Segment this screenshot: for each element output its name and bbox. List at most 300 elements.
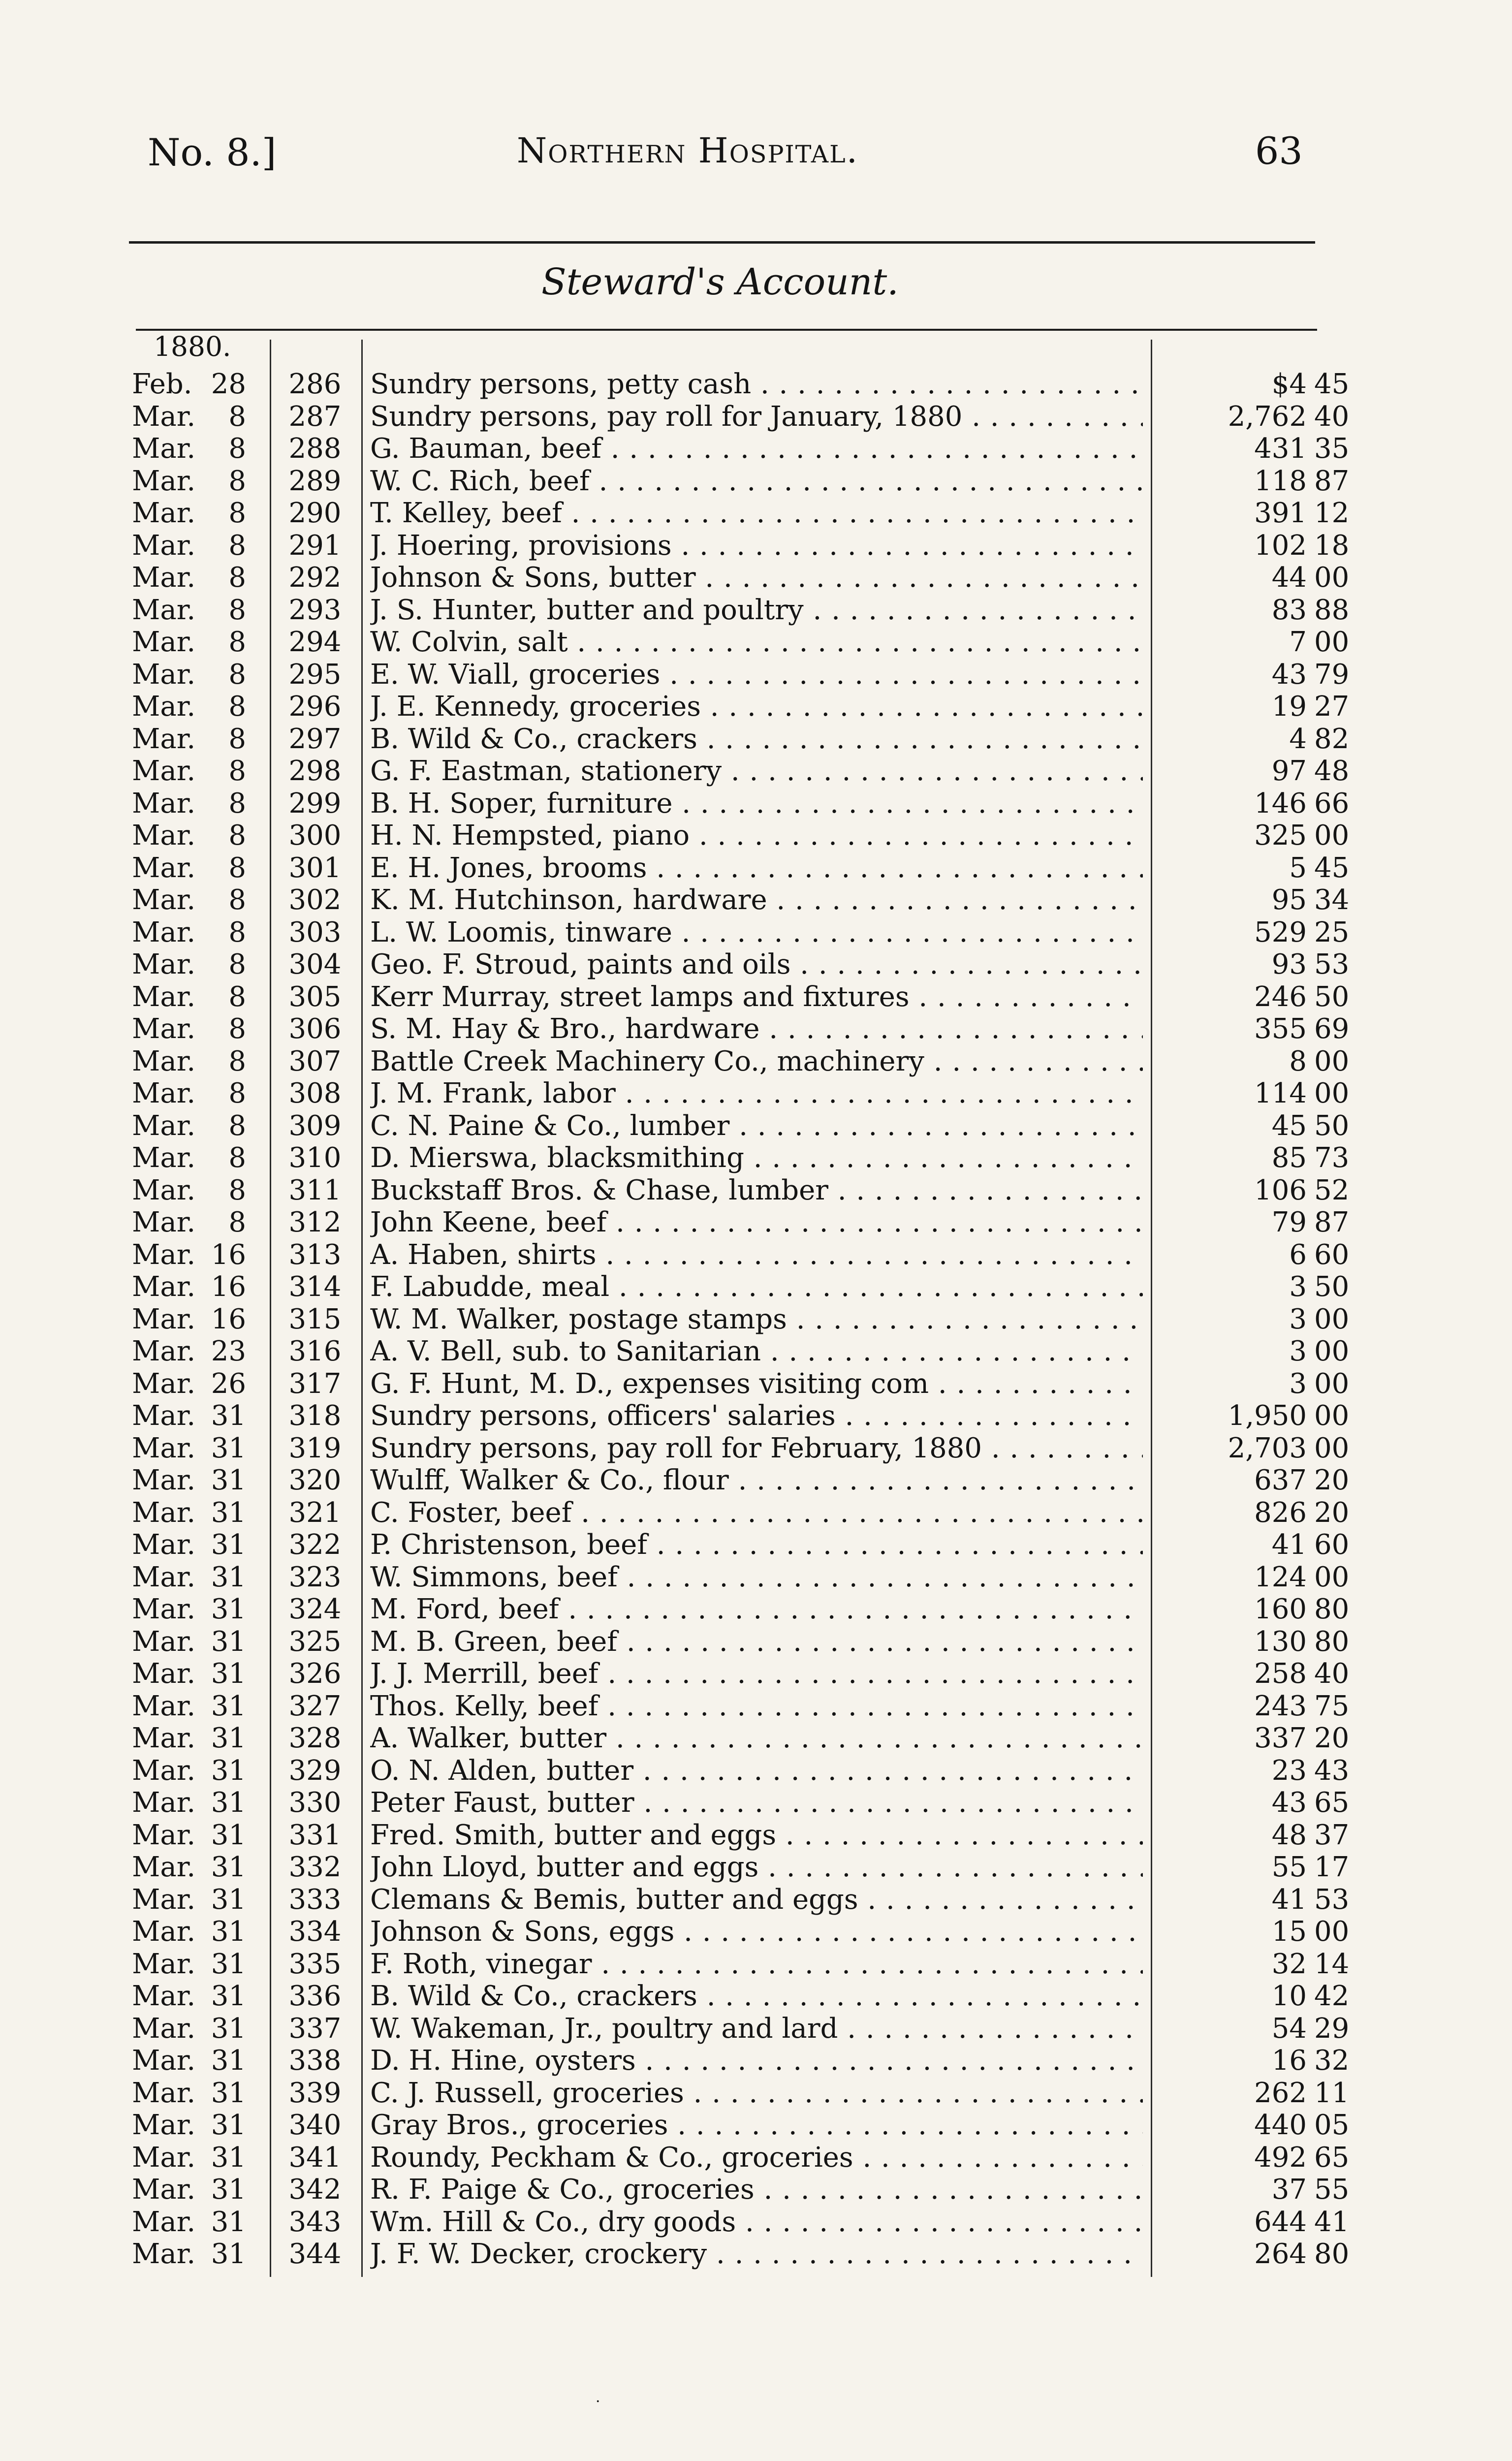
entry-day: 26 [211,1367,246,1400]
entry-month: Mar. [132,1432,196,1464]
amount-cents: 12 [1314,497,1350,529]
ledger-row [0,530,1512,562]
entry-description: S. M. Hay & Bro., hardware . . . [370,1013,1143,1045]
amount-dollars: 3 [1289,1303,1307,1335]
voucher-number: 303 [288,916,342,948]
entry-day: 8 [228,1142,246,1174]
ledger-row [0,2109,1512,2142]
entry-description: W. M. Walker, postage stamps . . . [370,1303,1143,1336]
entry-day: 31 [211,1948,246,1980]
entry-description: D. H. Hine, oysters . . . [370,2045,1143,2077]
amount-cents: 34 [1314,884,1350,916]
entry-month: Mar. [132,820,196,852]
amount-dollars: 48 [1271,1819,1307,1851]
amount-dollars: 7 [1289,626,1307,658]
amount-cents: 00 [1314,562,1350,594]
entry-day: 31 [211,1883,246,1916]
entry-month: Mar. [132,1754,196,1787]
entry-month: Mar. [132,1593,196,1625]
amount-dollars: 45 [1271,1109,1307,1142]
amount-cents: 55 [1314,2174,1350,2206]
ledger-row [0,626,1512,659]
voucher-number: 290 [288,497,342,529]
voucher-number: 328 [288,1722,342,1754]
entry-month: Mar. [132,1496,196,1529]
amount-dollars: 124 [1254,1561,1307,1593]
entry-description: J. M. Frank, labor . . . [370,1077,1143,1110]
ledger-row [0,1884,1512,1916]
amount-dollars: 440 [1254,2109,1307,2141]
entry-day: 8 [228,400,246,433]
amount-cents: 45 [1314,852,1350,884]
ledger-row [0,1851,1512,1884]
amount-cents: 80 [1314,1593,1350,1625]
entry-month: Mar. [132,2206,196,2238]
amount-cents: 65 [1314,1787,1350,1819]
entry-description: W. Simmons, beef . . . [370,1561,1143,1594]
entry-description: C. N. Paine & Co., lumber . . . [370,1110,1143,1142]
amount-dollars: 43 [1271,658,1307,691]
entry-month: Mar. [132,1109,196,1142]
doc-number: No. 8.] [148,130,277,174]
amount-dollars: 826 [1254,1496,1307,1529]
amount-cents: 87 [1314,465,1350,497]
amount-cents: 14 [1314,1948,1350,1980]
entry-day: 8 [228,529,246,562]
entry-month: Mar. [132,1916,196,1948]
entry-month: Mar. [132,2174,196,2206]
entry-description: A. Haben, shirts . . . [370,1239,1143,1271]
entry-description: B. H. Soper, furniture . . . [370,788,1143,820]
voucher-number: 316 [288,1335,342,1367]
voucher-number: 343 [288,2206,342,2238]
entry-description: L. W. Loomis, tinware . . . [370,916,1143,949]
amount-cents: 69 [1314,1013,1350,1045]
entry-description: Kerr Murray, street lamps and fixtures . . . [370,981,1143,1013]
entry-description: Wulff, Walker & Co., flour . . . [370,1464,1143,1497]
entry-day: 8 [228,594,246,626]
amount-dollars: 637 [1254,1464,1307,1496]
entry-month: Mar. [132,400,196,433]
entry-day: 23 [211,1335,246,1367]
voucher-number: 289 [288,465,342,497]
entry-month: Mar. [132,755,196,787]
amount-cents: 41 [1314,2206,1350,2238]
page-number: 63 [1255,129,1303,173]
voucher-number: 311 [288,1174,342,1206]
entry-month: Mar. [132,1271,196,1303]
entry-day: 31 [211,1625,246,1658]
entry-month: Mar. [132,1174,196,1206]
entry-day: 8 [228,916,246,948]
amount-cents: 43 [1314,1754,1350,1787]
entry-month: Mar. [132,1658,196,1690]
entry-description: Roundy, Peckham & Co., groceries . . . [370,2142,1143,2174]
amount-cents: 00 [1314,1335,1350,1367]
entry-day: 31 [211,1432,246,1464]
amount-cents: 20 [1314,1722,1350,1754]
table-top-rule [136,329,1317,331]
entry-month: Mar. [132,1690,196,1722]
entry-month: Mar. [132,1819,196,1851]
entry-day: 31 [211,1529,246,1561]
entry-month: Mar. [132,562,196,594]
entry-description: J. S. Hunter, butter and poultry . . . [370,594,1143,627]
ledger-row [0,2013,1512,2045]
amount-dollars: 43 [1271,1787,1307,1819]
entry-month: Mar. [132,1883,196,1916]
amount-cents: 00 [1314,626,1350,658]
amount-cents: 66 [1314,787,1350,820]
entry-month: Mar. [132,1142,196,1174]
entry-day: 31 [211,1819,246,1851]
entry-description: R. F. Paige & Co., groceries . . . [370,2174,1143,2206]
amount-cents: 73 [1314,1142,1350,1174]
entry-day: 8 [228,1109,246,1142]
entry-description: Peter Faust, butter . . . [370,1787,1143,1819]
entry-description: W. C. Rich, beef . . . [370,465,1143,498]
entry-day: 8 [228,497,246,529]
amount-cents: 60 [1314,1529,1350,1561]
amount-dollars: 16 [1271,2045,1307,2077]
entry-description: H. N. Hempsted, piano . . . [370,820,1143,852]
entry-description: E. H. Jones, brooms . . . [370,852,1143,884]
ledger-row [0,1722,1512,1755]
entry-month: Mar. [132,723,196,755]
entry-day: 8 [228,723,246,755]
ledger-row [0,1948,1512,1981]
entry-description: Battle Creek Machinery Co., machinery . . . [370,1045,1143,1078]
entry-day: 31 [211,1561,246,1593]
voucher-number: 339 [288,2077,342,2109]
entry-description: A. Walker, butter . . . [370,1722,1143,1755]
entry-month: Mar. [132,1722,196,1754]
amount-dollars: 15 [1271,1916,1307,1948]
entry-description: Sundry persons, pay roll for January, 1880 . . . [370,401,1143,433]
page-speck: · [596,2393,600,2410]
entry-description: W. Colvin, salt . . . [370,626,1143,659]
amount-dollars: 106 [1254,1174,1307,1206]
voucher-number: 338 [288,2045,342,2077]
voucher-number: 313 [288,1238,342,1271]
entry-day: 31 [211,2012,246,2045]
amount-cents: 18 [1314,529,1350,562]
ledger-row [0,1303,1512,1336]
entry-description: John Keene, beef . . . [370,1206,1143,1239]
ledger-row [0,981,1512,1013]
entry-description: Thos. Kelly, beef . . . [370,1690,1143,1723]
entry-day: 31 [211,1658,246,1690]
amount-cents: 35 [1314,433,1350,465]
entry-day: 8 [228,884,246,916]
voucher-number: 287 [288,400,342,433]
entry-month: Mar. [132,1400,196,1432]
ledger-row [0,465,1512,498]
voucher-number: 314 [288,1271,342,1303]
amount-dollars: 644 [1254,2206,1307,2238]
entry-day: 31 [211,2045,246,2077]
ledger-row [0,1787,1512,1819]
entry-day: 8 [228,626,246,658]
ledger-row [0,2174,1512,2206]
ledger-row [0,562,1512,594]
entry-description: W. Wakeman, Jr., poultry and lard . . . [370,2013,1143,2045]
amount-dollars: 85 [1271,1142,1307,1174]
amount-cents: 40 [1314,1658,1350,1690]
voucher-number: 318 [288,1400,342,1432]
amount-cents: 11 [1314,2077,1350,2109]
voucher-number: 300 [288,820,342,852]
amount-dollars: 118 [1254,465,1307,497]
entry-description: M. Ford, beef . . . [370,1593,1143,1626]
entry-description: F. Labudde, meal . . . [370,1271,1143,1303]
entry-month: Mar. [132,433,196,465]
entry-description: J. E. Kennedy, groceries . . . [370,691,1143,723]
entry-day: 31 [211,1916,246,1948]
amount-dollars: 246 [1254,980,1307,1013]
entry-month: Mar. [132,529,196,562]
entry-month: Mar. [132,497,196,529]
voucher-number: 304 [288,948,342,980]
entry-month: Mar. [132,916,196,948]
entry-month: Feb. [132,368,192,400]
voucher-number: 301 [288,852,342,884]
entry-day: 8 [228,787,246,820]
amount-dollars: 264 [1254,2238,1307,2270]
entry-description: K. M. Hutchinson, hardware . . . [370,884,1143,916]
ledger-row [0,1206,1512,1239]
amount-dollars: 54 [1271,2012,1307,2045]
entry-day: 31 [211,1496,246,1529]
amount-cents: 00 [1314,1367,1350,1400]
entry-description: F. Roth, vinegar . . . [370,1948,1143,1981]
entry-day: 8 [228,562,246,594]
voucher-number: 334 [288,1916,342,1948]
entry-month: Mar. [132,1367,196,1400]
voucher-number: 335 [288,1948,342,1980]
entry-day: 31 [211,2206,246,2238]
ledger-row [0,1755,1512,1787]
voucher-number: 342 [288,2174,342,2206]
entry-month: Mar. [132,787,196,820]
voucher-number: 310 [288,1142,342,1174]
amount-dollars: 130 [1254,1625,1307,1658]
entry-description: P. Christenson, beef . . . [370,1529,1143,1561]
entry-month: Mar. [132,1625,196,1658]
amount-dollars: 10 [1271,1980,1307,2012]
amount-cents: 53 [1314,1883,1350,1916]
entry-day: 31 [211,2238,246,2270]
amount-cents: 27 [1314,691,1350,723]
entry-description: C. J. Russell, groceries . . . [370,2077,1143,2110]
entry-day: 31 [211,1690,246,1722]
voucher-number: 340 [288,2109,342,2141]
ledger-row [0,820,1512,852]
entry-day: 31 [211,1787,246,1819]
amount-dollars: 1,950 [1228,1400,1307,1432]
voucher-number: 329 [288,1754,342,1787]
entry-day: 28 [211,368,246,400]
entry-month: Mar. [132,1787,196,1819]
entry-description: Sundry persons, petty cash . . . [370,368,1143,401]
entry-description: Sundry persons, officers' salaries . . . [370,1400,1143,1432]
ledger-row [0,1819,1512,1852]
ledger-row [0,1142,1512,1174]
entry-description: C. Foster, beef . . . [370,1497,1143,1529]
year-label: 1880. [154,331,231,362]
amount-cents: 00 [1314,1303,1350,1335]
entry-description: O. N. Alden, butter . . . [370,1755,1143,1787]
entry-month: Mar. [132,1464,196,1496]
ledger-row [0,368,1512,401]
voucher-number: 298 [288,755,342,787]
amount-dollars: 32 [1271,1948,1307,1980]
entry-day: 31 [211,2174,246,2206]
amount-dollars: 391 [1254,497,1307,529]
amount-dollars: $4 [1271,368,1307,400]
voucher-number: 332 [288,1851,342,1883]
header-rule [129,241,1315,244]
voucher-number: 326 [288,1658,342,1690]
entry-day: 31 [211,1980,246,2012]
ledger-row [0,2142,1512,2174]
voucher-number: 296 [288,691,342,723]
ledger-row [0,1626,1512,1658]
entry-day: 31 [211,1851,246,1883]
voucher-number: 307 [288,1045,342,1077]
entry-day: 8 [228,948,246,980]
voucher-number: 336 [288,1980,342,2012]
voucher-number: 330 [288,1787,342,1819]
amount-dollars: 44 [1271,562,1307,594]
entry-day: 31 [211,2077,246,2109]
ledger-row [0,1400,1512,1432]
ledger-row [0,433,1512,465]
amount-cents: 00 [1314,1561,1350,1593]
entry-month: Mar. [132,1335,196,1367]
entry-description: Clemans & Bemis, butter and eggs . . . [370,1884,1143,1916]
voucher-number: 321 [288,1496,342,1529]
entry-description: G. F. Hunt, M. D., expenses visiting com . . . [370,1368,1143,1400]
entry-day: 31 [211,2109,246,2141]
amount-dollars: 243 [1254,1690,1307,1722]
entry-month: Mar. [132,1077,196,1109]
ledger-row [0,884,1512,916]
entry-description: Geo. F. Stroud, paints and oils . . . [370,948,1143,981]
entry-description: T. Kelley, beef . . . [370,497,1143,530]
entry-day: 31 [211,1400,246,1432]
amount-dollars: 83 [1271,594,1307,626]
entry-day: 31 [211,1754,246,1787]
entry-day: 8 [228,465,246,497]
ledger-row [0,1239,1512,1271]
entry-description: E. W. Viall, groceries . . . [370,659,1143,691]
ledger-row [0,852,1512,884]
ledger-row [0,1497,1512,1529]
voucher-number: 295 [288,658,342,691]
voucher-number: 337 [288,2012,342,2045]
amount-cents: 37 [1314,1819,1350,1851]
entry-day: 8 [228,1045,246,1077]
ledger-row [0,691,1512,723]
voucher-number: 305 [288,980,342,1013]
entry-description: John Lloyd, butter and eggs . . . [370,1851,1143,1884]
entry-description: Buckstaff Bros. & Chase, lumber . . . [370,1174,1143,1207]
voucher-number: 324 [288,1593,342,1625]
voucher-number: 341 [288,2141,342,2174]
voucher-number: 322 [288,1529,342,1561]
entry-day: 8 [228,1077,246,1109]
entry-description: Sundry persons, pay roll for February, 1880 . . . [370,1432,1143,1465]
entry-day: 8 [228,820,246,852]
ledger-row [0,948,1512,981]
entry-day: 31 [211,2141,246,2174]
ledger-row [0,1045,1512,1078]
entry-description: Wm. Hill & Co., dry goods . . . [370,2206,1143,2239]
amount-cents: 82 [1314,723,1350,755]
voucher-number: 331 [288,1819,342,1851]
entry-month: Mar. [132,980,196,1013]
amount-cents: 88 [1314,594,1350,626]
amount-cents: 52 [1314,1174,1350,1206]
entry-month: Mar. [132,1206,196,1238]
ledger-row [0,2077,1512,2110]
entry-month: Mar. [132,1238,196,1271]
amount-cents: 80 [1314,1625,1350,1658]
entry-description: J. F. W. Decker, crockery . . . [370,2238,1143,2271]
amount-dollars: 146 [1254,787,1307,820]
entry-description: D. Mierswa, blacksmithing . . . [370,1142,1143,1174]
voucher-number: 309 [288,1109,342,1142]
entry-month: Mar. [132,948,196,980]
entry-month: Mar. [132,1303,196,1335]
ledger-row [0,1658,1512,1690]
amount-cents: 53 [1314,948,1350,980]
voucher-number: 288 [288,433,342,465]
ledger-row [0,1690,1512,1723]
amount-dollars: 3 [1289,1367,1307,1400]
voucher-number: 323 [288,1561,342,1593]
voucher-number: 299 [288,787,342,820]
ledger-row [0,2206,1512,2239]
voucher-number: 306 [288,1013,342,1045]
entry-day: 8 [228,658,246,691]
amount-dollars: 41 [1271,1883,1307,1916]
voucher-number: 320 [288,1464,342,1496]
entry-month: Mar. [132,2012,196,2045]
amount-cents: 87 [1314,1206,1350,1238]
amount-cents: 32 [1314,2045,1350,2077]
running-title: Northern Hospital. [517,130,858,171]
amount-cents: 60 [1314,1238,1350,1271]
amount-dollars: 102 [1254,529,1307,562]
entry-description: Gray Bros., groceries . . . [370,2109,1143,2142]
entry-description: J. J. Merrill, beef . . . [370,1658,1143,1690]
amount-dollars: 97 [1271,755,1307,787]
amount-dollars: 2,762 [1228,400,1307,433]
voucher-number: 319 [288,1432,342,1464]
amount-dollars: 114 [1254,1077,1307,1109]
amount-dollars: 258 [1254,1658,1307,1690]
amount-dollars: 41 [1271,1529,1307,1561]
entry-description: J. Hoering, provisions . . . [370,530,1143,562]
ledger-row [0,1271,1512,1303]
amount-dollars: 325 [1254,820,1307,852]
amount-dollars: 55 [1271,1851,1307,1883]
entry-description: G. Bauman, beef . . . [370,433,1143,465]
entry-description: M. B. Green, beef . . . [370,1626,1143,1658]
voucher-number: 308 [288,1077,342,1109]
